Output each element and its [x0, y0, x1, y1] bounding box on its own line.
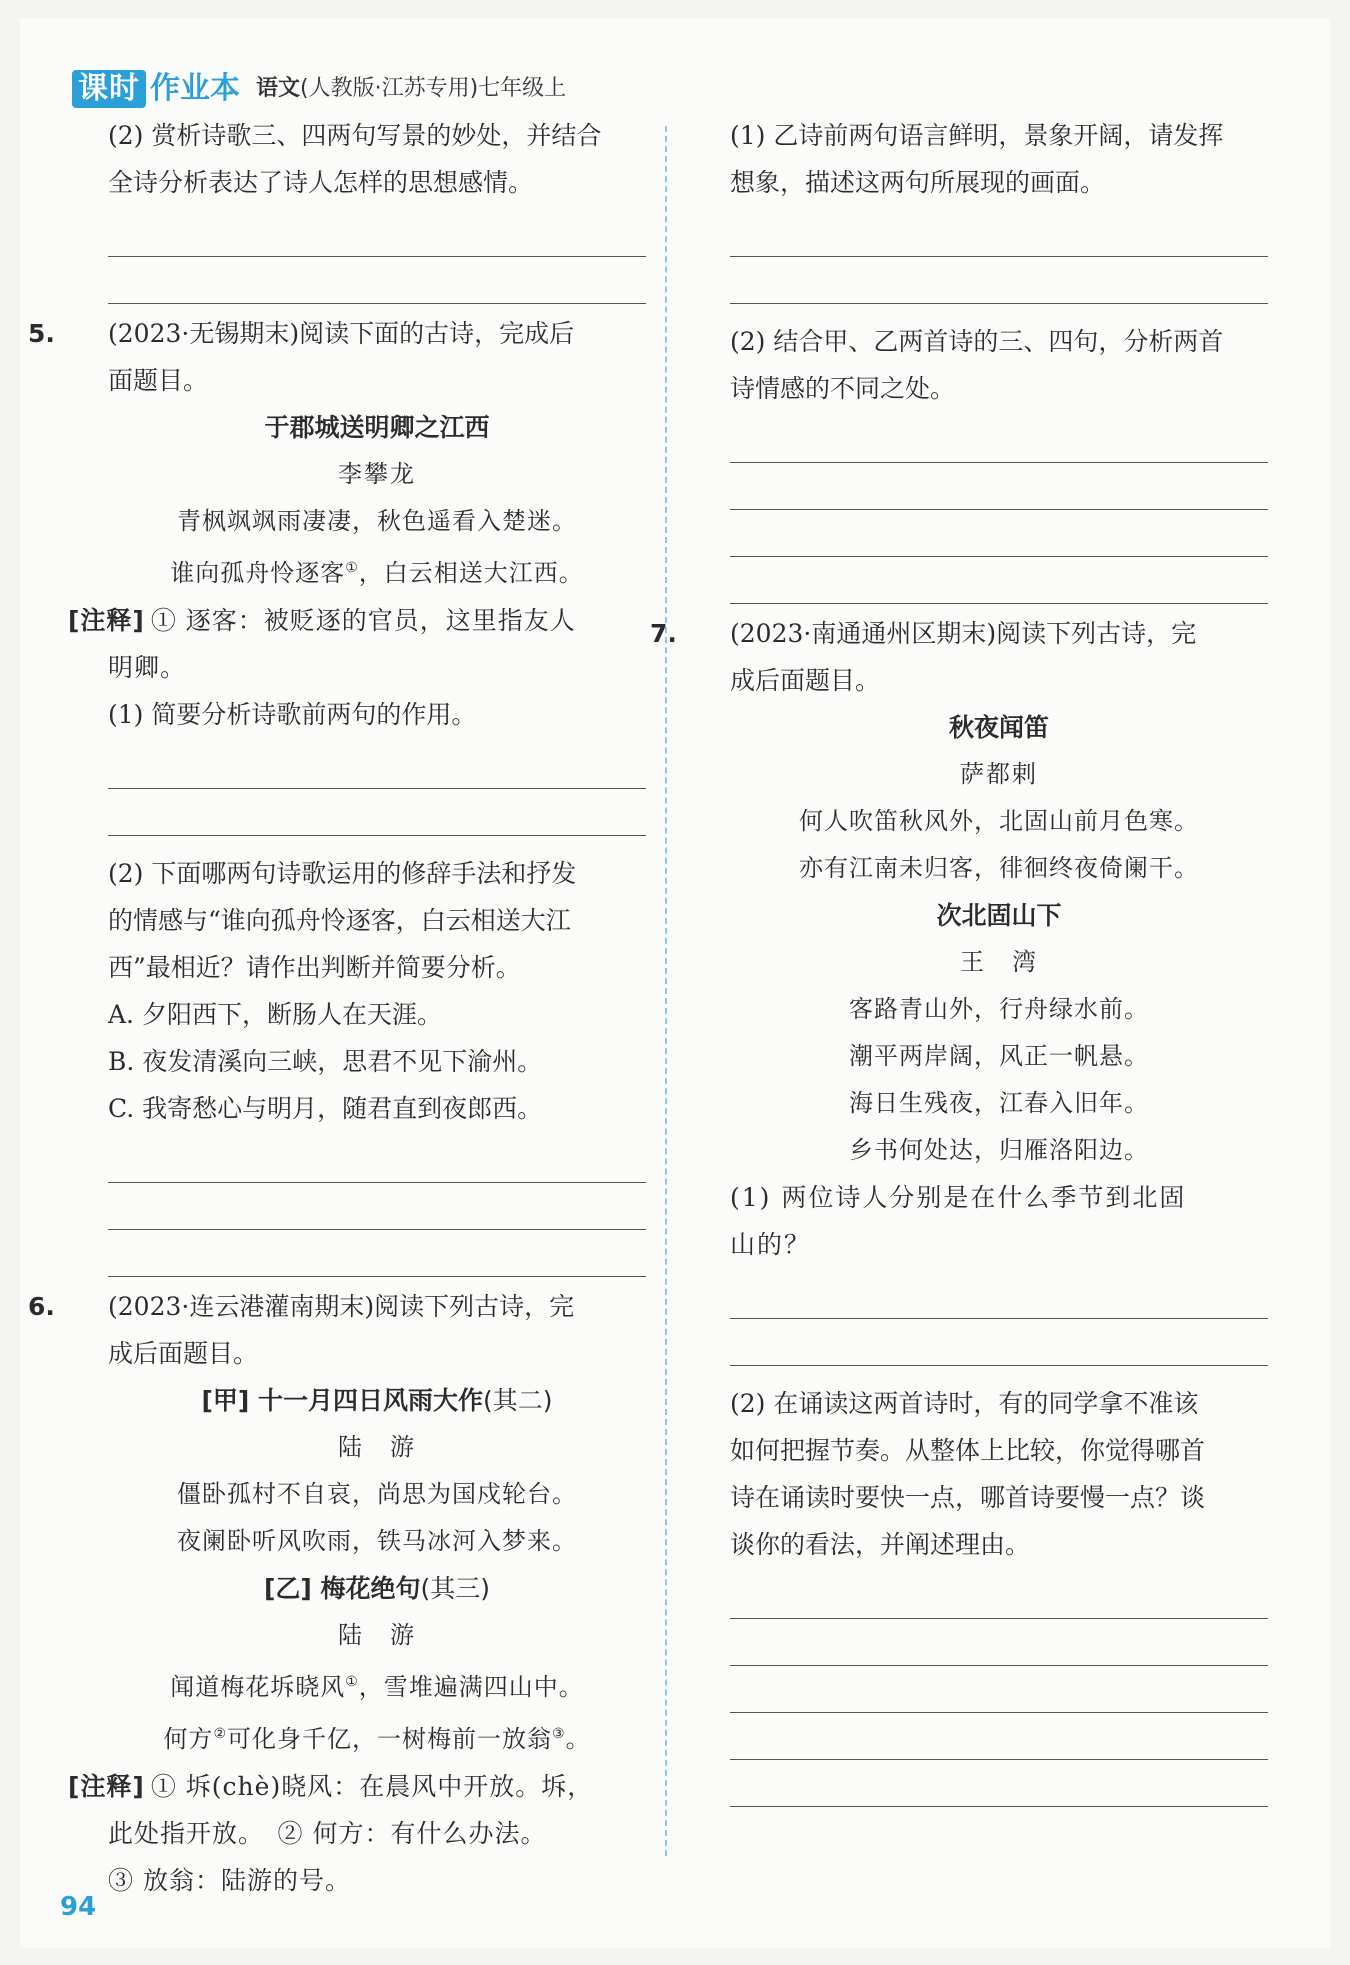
q4-2-text: (2) 赏析诗歌三、四两句写景的妙处，并结合 全诗分析表达了诗人怎样的思想感情。 [108, 121, 602, 197]
header-subtitle [256, 70, 566, 108]
q7-poem1-line: 何人吹笛秋风外，北固山前月色寒。 [799, 807, 1199, 835]
answer-line[interactable] [108, 1132, 646, 1183]
q6-yi-title: [乙] 梅花绝句(其三) [263, 1574, 491, 1603]
q5-prompt: 5. (2023·无锡期末)阅读下面的古诗，完成后 面题目。 [28, 319, 575, 395]
answer-line[interactable] [730, 510, 1268, 557]
q7-prompt: 7. (2023·南通通州区期末)阅读下列古诗，完 成后面题目。 [650, 619, 1197, 695]
logo-title: 作业本 [150, 71, 240, 106]
q5-note: [注释] ① 逐客：被贬逐的官员，这里指友人 明卿。 [68, 606, 576, 682]
column-divider [665, 126, 667, 1856]
answer-line[interactable] [730, 1619, 1268, 1666]
answer-line[interactable] [730, 1760, 1268, 1807]
option-c: C. 我寄愁心与明月，随君直到夜郎西。 [108, 1094, 543, 1123]
q6-jia-title: [甲] 十一月四日风雨大作(其二) [201, 1386, 553, 1415]
answer-line[interactable] [108, 257, 646, 304]
q7-poem2-line: 乡书何处达，归雁洛阳边。 [849, 1136, 1149, 1164]
answer-line[interactable] [730, 1666, 1268, 1713]
q6-note: [注释] ① 坼(chè)晓风：在晨风中开放。坼， 此处指开放。 ② 何方：有什么办法。 ③ 放翁：陆游的号。 [68, 1772, 594, 1895]
q6-prompt: 6. (2023·连云港灌南期末)阅读下列古诗，完 成后面题目。 [28, 1292, 575, 1368]
q6-sub1: (1) 乙诗前两句语言鲜明，景象开阔，请发挥 想象，描述这两句所展现的画面。 [730, 121, 1224, 197]
q6-sub2: (2) 结合甲、乙两首诗的三、四句，分析两首 诗情感的不同之处。 [730, 327, 1224, 403]
q7-sub1: (1) 两位诗人分别是在什么季节到北固 山的？ [730, 1183, 1187, 1259]
answer-line[interactable] [108, 1230, 646, 1277]
answer-line[interactable] [730, 257, 1268, 304]
q5-sub2: (2) 下面哪两句诗歌运用的修辞手法和抒发 的情感与“谁向孤舟怜逐客，白云相送大江 西”最相近？请作出判断并简要分析。 [108, 859, 577, 982]
q6-yi-poem-line: 闻道梅花坼晓风①，雪堆遍满四山中。 [170, 1673, 584, 1701]
answer-line[interactable] [730, 206, 1268, 257]
answer-line[interactable] [108, 789, 646, 836]
q6-jia-author: 陆 游 [338, 1433, 416, 1461]
q5-poem-line: 青枫飒飒雨凄凄，秋色遥看入楚迷。 [177, 507, 577, 535]
q6-jia-poem-line: 僵卧孤村不自哀，尚思为国戍轮台。 [177, 1480, 577, 1508]
header [72, 64, 566, 108]
q5-poem-author: 李攀龙 [338, 460, 416, 488]
q7-sub2: (2) 在诵读这两首诗时，有的同学拿不准该 如何把握节奏。从整体上比较，你觉得哪首 诗在诵读时要快一点，哪首诗要慢一点？谈 谈你的看法，并阐述理由。 [730, 1389, 1206, 1559]
option-a: A. 夕阳西下，断肠人在天涯。 [108, 1000, 442, 1029]
answer-line[interactable] [730, 1568, 1268, 1619]
page-number: 94 [60, 1892, 97, 1922]
answer-line[interactable] [108, 738, 646, 789]
answer-line[interactable] [730, 463, 1268, 510]
q7-poem1-title: 秋夜闻笛 [948, 713, 1049, 742]
right-column [650, 112, 1268, 1807]
answer-line[interactable] [730, 1319, 1268, 1366]
answer-line[interactable] [730, 412, 1268, 463]
answer-line[interactable] [108, 1183, 646, 1230]
q7-poem2-line: 客路青山外，行舟绿水前。 [849, 995, 1149, 1023]
answer-line[interactable] [108, 206, 646, 257]
q7-poem2-line: 潮平两岸阔，风正一帆悬。 [849, 1042, 1149, 1070]
q7-poem2-title: 次北固山下 [936, 901, 1062, 930]
q7-poem1-author: 萨都剌 [960, 760, 1038, 788]
left-column [28, 112, 646, 1904]
answer-line[interactable] [730, 1268, 1268, 1319]
subject-label: 语文 [256, 76, 301, 101]
q7-poem2-line: 海日生残夜，江春入旧年。 [849, 1089, 1149, 1117]
answer-line[interactable] [730, 557, 1268, 604]
q7-poem1-line: 亦有江南未归客，徘徊终夜倚阑干。 [799, 854, 1199, 882]
q6-yi-poem-line: 何方②可化身千亿，一树梅前一放翁③。 [163, 1725, 591, 1753]
q5-sub1: (1) 简要分析诗歌前两句的作用。 [108, 700, 477, 729]
q6-yi-author: 陆 游 [338, 1621, 416, 1649]
q5-poem-title: 于郡城送明卿之江西 [264, 413, 490, 442]
logo-ke: 课时 [72, 70, 146, 108]
answer-line[interactable] [730, 1713, 1268, 1760]
option-b: B. 夜发清溪向三峡，思君不见下渝州。 [108, 1047, 543, 1076]
edition-label: (人教版·江苏专用)七年级上 [300, 76, 567, 101]
q7-poem2-author: 王 湾 [960, 948, 1038, 976]
q6-jia-poem-line: 夜阑卧听风吹雨，铁马冰河入梦来。 [177, 1527, 577, 1555]
q5-poem-line: 谁向孤舟怜逐客①，白云相送大江西。 [170, 559, 584, 587]
